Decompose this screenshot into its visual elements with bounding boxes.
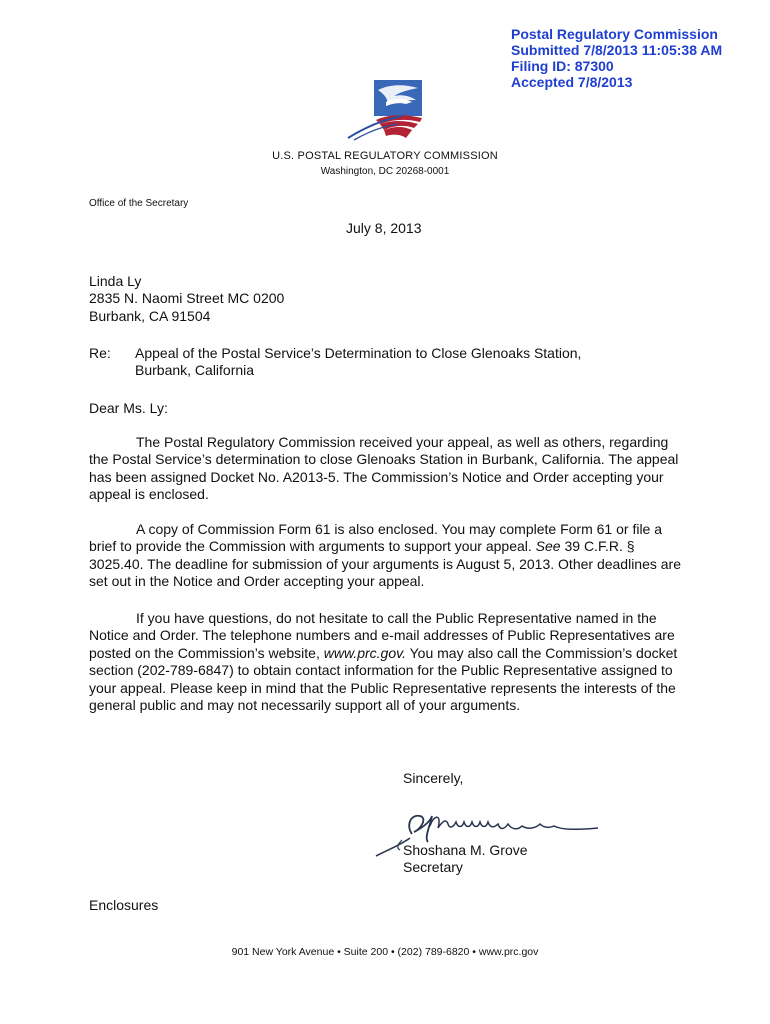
re-subject-line1: Appeal of the Postal Service’s Determination to Close Glenoaks Station, — [135, 345, 582, 361]
stamp-submitted: Submitted 7/8/2013 11:05:38 AM — [511, 42, 723, 58]
recipient-street: 2835 N. Naomi Street MC 0200 — [89, 290, 285, 307]
re-subject — [135, 345, 655, 380]
signer-name: Shoshana M. Grove — [403, 842, 528, 858]
letter-date: July 8, 2013 — [346, 220, 422, 236]
stamp-accepted: Accepted 7/8/2013 — [511, 74, 633, 90]
see-citation-signal: See — [535, 538, 561, 555]
letterhead-footer: 901 New York Avenue • Suite 200 • (202) 789-6820 • www.prc.gov — [231, 946, 539, 958]
paragraph-form-61-deadline: 39 C.F.R. § 3025.40. The deadline for submission of your arguments is August 5, 2013. Other deadlines are set out in the Notice and Order accepting your appeal. — [89, 538, 681, 590]
re-label: Re: — [89, 345, 111, 361]
agency-name: U.S. POSTAL REGULATORY COMMISSION — [272, 150, 498, 162]
signer-title: Secretary — [403, 859, 463, 876]
closing: Sincerely, — [403, 770, 464, 786]
recipient-name: Linda Ly — [89, 273, 142, 289]
prc-eagle-seal-icon — [346, 76, 426, 144]
office-of-secretary: Office of the Secretary — [89, 198, 189, 209]
stamp-commission: Postal Regulatory Commission — [511, 26, 718, 42]
salutation: Dear Ms. Ly: — [89, 400, 168, 416]
signer-block — [403, 842, 528, 877]
recipient-address — [89, 273, 284, 325]
paragraph-questions — [89, 610, 684, 714]
paragraph-appeal-received: The Postal Regulatory Commission received your appeal, as well as others, regarding the Postal Service’s determination to close Glenoaks Station in Burbank, California. The appeal has been assigned Docket No. A2013-5. The Commission’s Notice and Order accepting your appeal is enclosed. — [89, 434, 679, 503]
re-subject-line2: Burbank, California — [135, 362, 255, 379]
paragraph-form-61-text: A copy of Commission Form 61 is also enclosed. You may complete Form 61 or file a brief to provide the Commission with arguments to support your appeal. — [89, 521, 663, 555]
recipient-city: Burbank, CA 91504 — [89, 307, 211, 324]
filing-stamp — [511, 26, 722, 90]
paragraph-form-61 — [89, 521, 684, 591]
agency-address: Washington, DC 20268-0001 — [320, 166, 450, 177]
paragraph-questions-docket: You may also call the Commission’s docket section (202-789-6847) to obtain contact information for the Public Representative assigned to your appeal. Please keep in mind that the Public Representative represents the interests of the general public and may not necessarily support all of your arguments. — [89, 644, 678, 714]
enclosures-note: Enclosures — [89, 897, 159, 913]
website-link[interactable]: www.prc.gov. — [323, 644, 406, 661]
paragraph-questions-text: If you have questions, do not hesitate to call the Public Representative named in the Notice and Order. The telephone numbers and e-mail addresses of Public Representatives are posted on the Commission’s website, — [89, 610, 675, 661]
stamp-filing-id: Filing ID: 87300 — [511, 58, 614, 74]
